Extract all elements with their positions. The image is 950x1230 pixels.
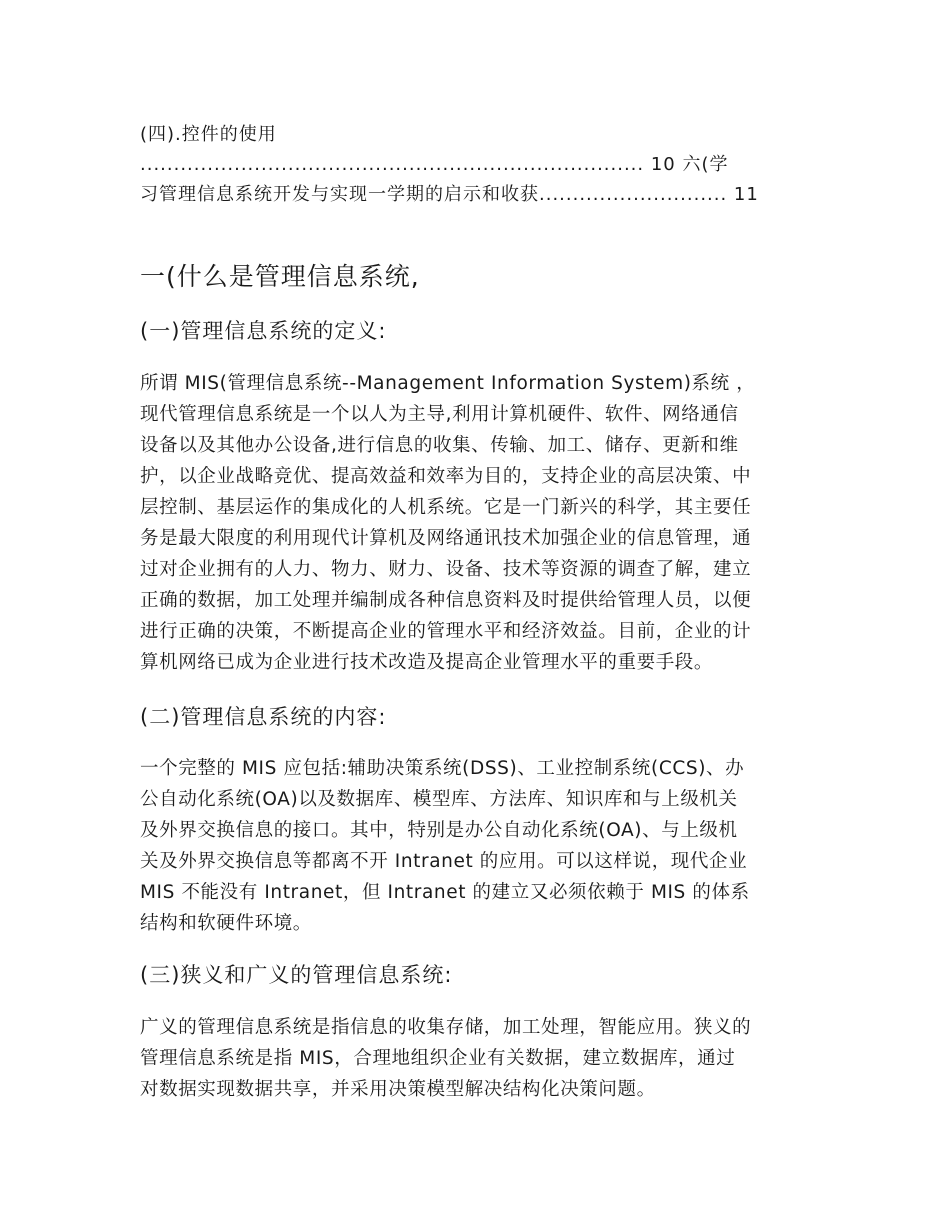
text-line: 一个完整的 MIS 应包括:辅助决策系统(DSS)、工业控制系统(CCS)、办 xyxy=(140,758,745,779)
text-line: 广义的管理信息系统是指信息的收集存储，加工处理，智能应用。狭义的 xyxy=(140,1017,752,1038)
text-line: 设备以及其他办公设备,进行信息的收集、传输、加工、储存、更新和维 xyxy=(140,435,739,456)
text-line: 务是最大限度的利用现代计算机及网络通讯技术加强企业的信息管理，通 xyxy=(140,528,752,549)
text-line: MIS 不能没有 Intranet，但 Intranet 的建立又必须依赖于 MIS 的体系 xyxy=(140,882,750,903)
paragraph-contents xyxy=(140,753,820,939)
text-line: 护，以企业战略竞优、提高效益和效率为目的，支持企业的高层决策、中 xyxy=(140,466,752,487)
text-line: 进行正确的决策，不断提高企业的管理水平和经济效益。目前，企业的计 xyxy=(140,621,752,642)
paragraph-narrow-broad xyxy=(140,1012,820,1105)
toc-entry-controls[interactable]: (四).控件的使用 xyxy=(140,124,277,145)
text-line: 层控制、基层运作的集成化的人机系统。它是一门新兴的科学，其主要任 xyxy=(140,497,752,518)
text-line: 及外界交换信息的接口。其中，特别是办公自动化系统(OA)、与上级机 xyxy=(140,820,738,841)
text-line: 关及外界交换信息等都离不开 Intranet 的应用。可以这样说，现代企业 xyxy=(140,851,748,872)
subsection-heading-contents: (二)管理信息系统的内容: xyxy=(140,705,387,729)
toc-entry-lessons[interactable]: 习管理信息系统开发与实现一学期的启示和收获............................ 11 xyxy=(140,184,759,205)
text-line: 结构和软硬件环境。 xyxy=(140,913,312,934)
text-line: 管理信息系统是指 MIS，合理地组织企业有关数据，建立数据库，通过 xyxy=(140,1048,736,1069)
table-of-contents xyxy=(140,120,820,210)
text-line: 正确的数据，加工处理并编制成各种信息资料及时提供给管理人员，以便 xyxy=(140,590,752,611)
text-line: 公自动化系统(OA)以及数据库、模型库、方法库、知识库和与上级机关 xyxy=(140,789,738,810)
toc-entry-leader-line[interactable]: ........................................................................... 10 六(学 xyxy=(140,154,729,175)
subsection-heading-definition: (一)管理信息系统的定义: xyxy=(140,319,387,343)
text-line: 所谓 MIS(管理信息系统--Management Information System)系统 ， xyxy=(140,373,756,394)
subsection-heading-narrow-broad: (三)狭义和广义的管理信息系统: xyxy=(140,963,453,987)
section-title-what-is-mis: 一(什么是管理信息系统, xyxy=(140,262,420,291)
text-line: 现代管理信息系统是一个以人为主导,利用计算机硬件、软件、网络通信 xyxy=(140,404,739,425)
text-line: 对数据实现数据共享，并采用决策模型解决结构化决策问题。 xyxy=(140,1079,656,1100)
text-line: 算机网络已成为企业进行技术改造及提高企业管理水平的重要手段。 xyxy=(140,652,714,673)
paragraph-definition xyxy=(140,368,820,678)
text-line: 过对企业拥有的人力、物力、财力、设备、技术等资源的调查了解，建立 xyxy=(140,559,752,580)
